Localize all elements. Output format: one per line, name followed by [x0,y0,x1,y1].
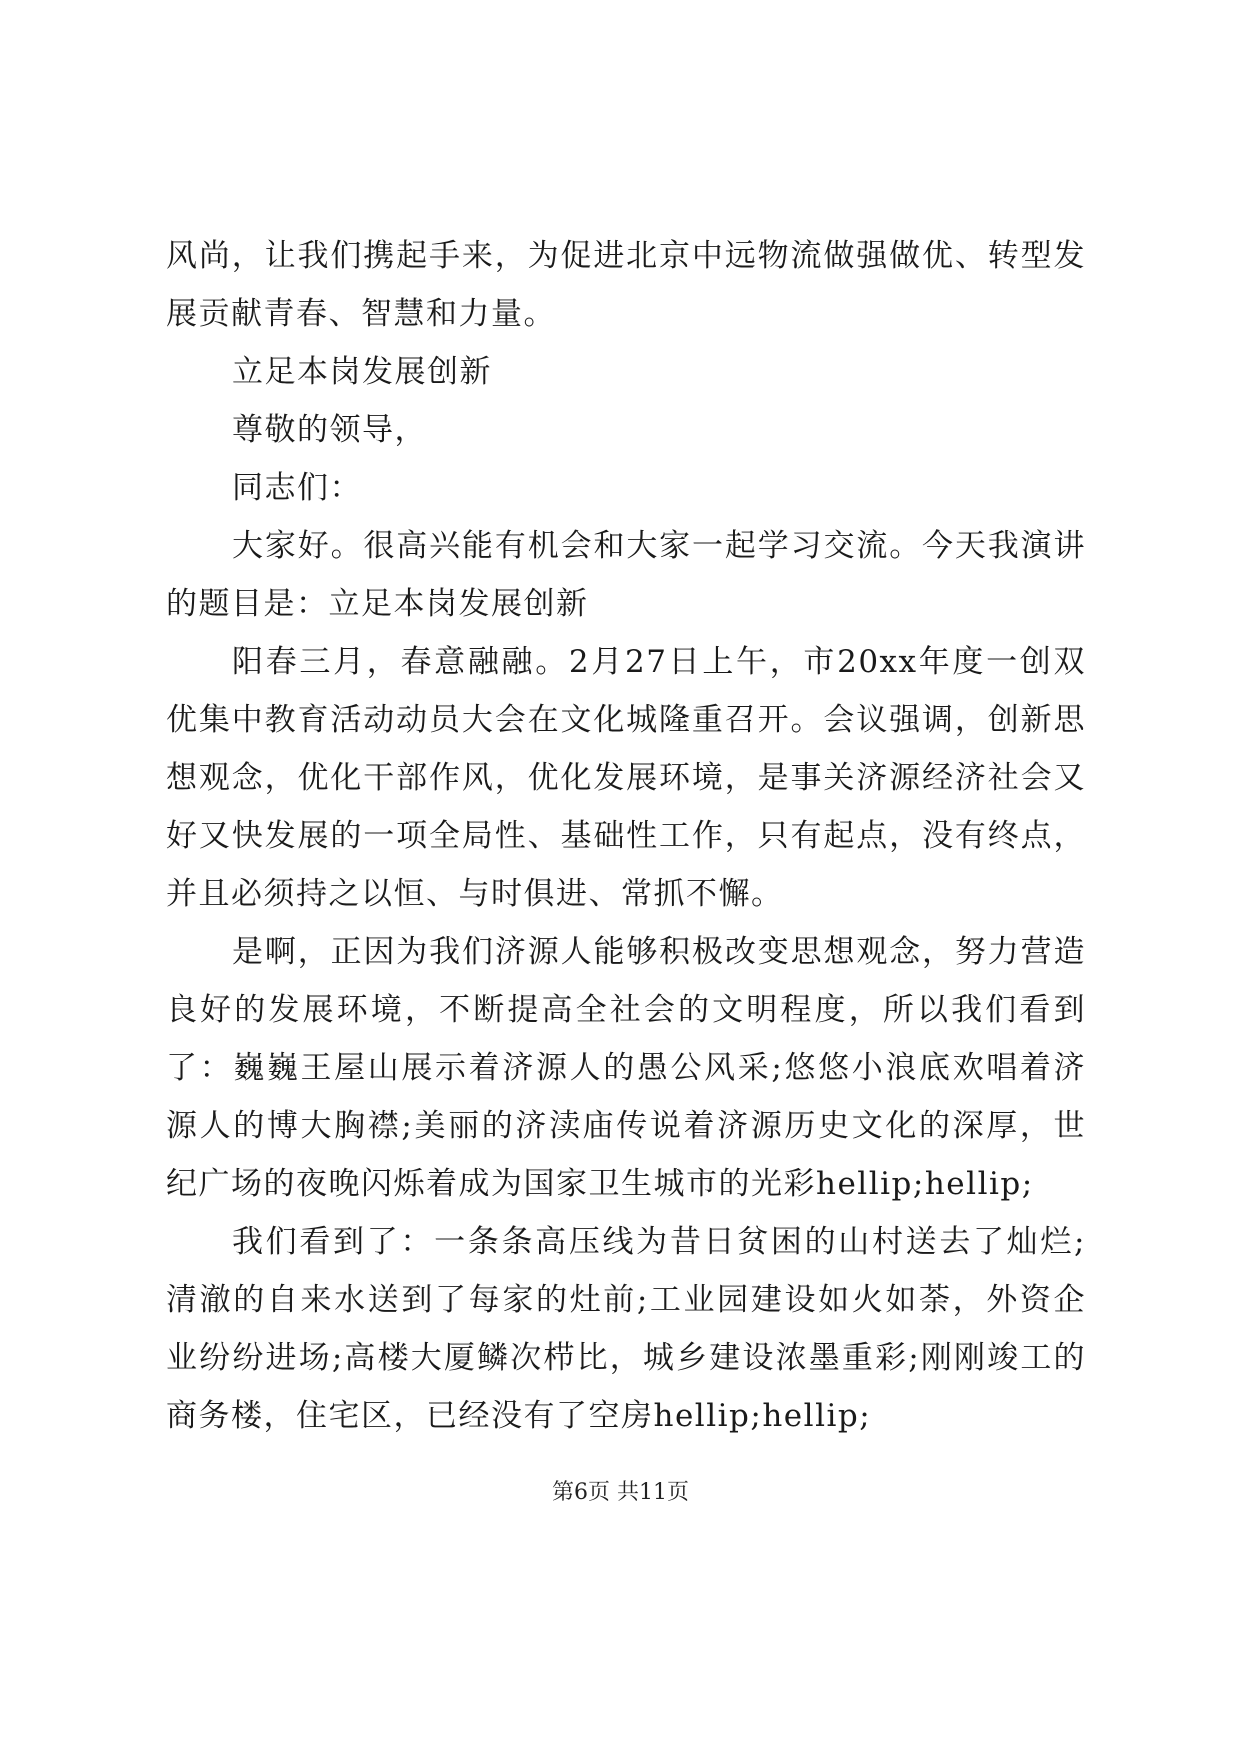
paragraph: 是啊，正因为我们济源人能够积极改变思想观念，努力营造良好的发展环境，不断提高全社会的文明程度，所以我们看到了：巍巍王屋山展示着济源人的愚公风采;悠悠小浪底欢唱着济源人的博大胸襟;美丽的济渎庙传说着济源历史文化的深厚，世纪广场的夜晚闪烁着成为国家卫生城市的光彩hellip;hellip; [166,934,1086,1202]
speech-title: 立足本岗发展创新 [232,354,492,390]
paragraph: 大家好。很高兴能有机会和大家一起学习交流。今天我演讲的题目是：立足本岗发展创新 [166,528,1086,622]
paragraph: 阳春三月，春意融融。2月27日上午，市20xx年度一创双优集中教育活动动员大会在文化城隆重召开。会议强调，创新思想观念，优化干部作风，优化发展环境，是事关济源经济社会又好又快发展的一项全局性、基础性工作，只有起点，没有终点，并且必须持之以恒、与时俱进、常抓不懈。 [166,644,1086,912]
page-number-footer: 第6页 共11页 [552,1480,689,1505]
paragraph: 风尚，让我们携起手来，为促进北京中远物流做强做优、转型发展贡献青春、智慧和力量。 [166,238,1086,332]
salutation: 尊敬的领导， [232,412,427,448]
salutation: 同志们： [232,470,362,506]
paragraph: 我们看到了：一条条高压线为昔日贫困的山村送去了灿烂;清澈的自来水送到了每家的灶前;工业园建设如火如荼，外资企业纷纷进场;高楼大厦鳞次栉比，城乡建设浓墨重彩;刚刚竣工的商务楼，住宅区，已经没有了空房hellip;hellip; [166,1224,1086,1434]
document-body [166,227,1086,1445]
